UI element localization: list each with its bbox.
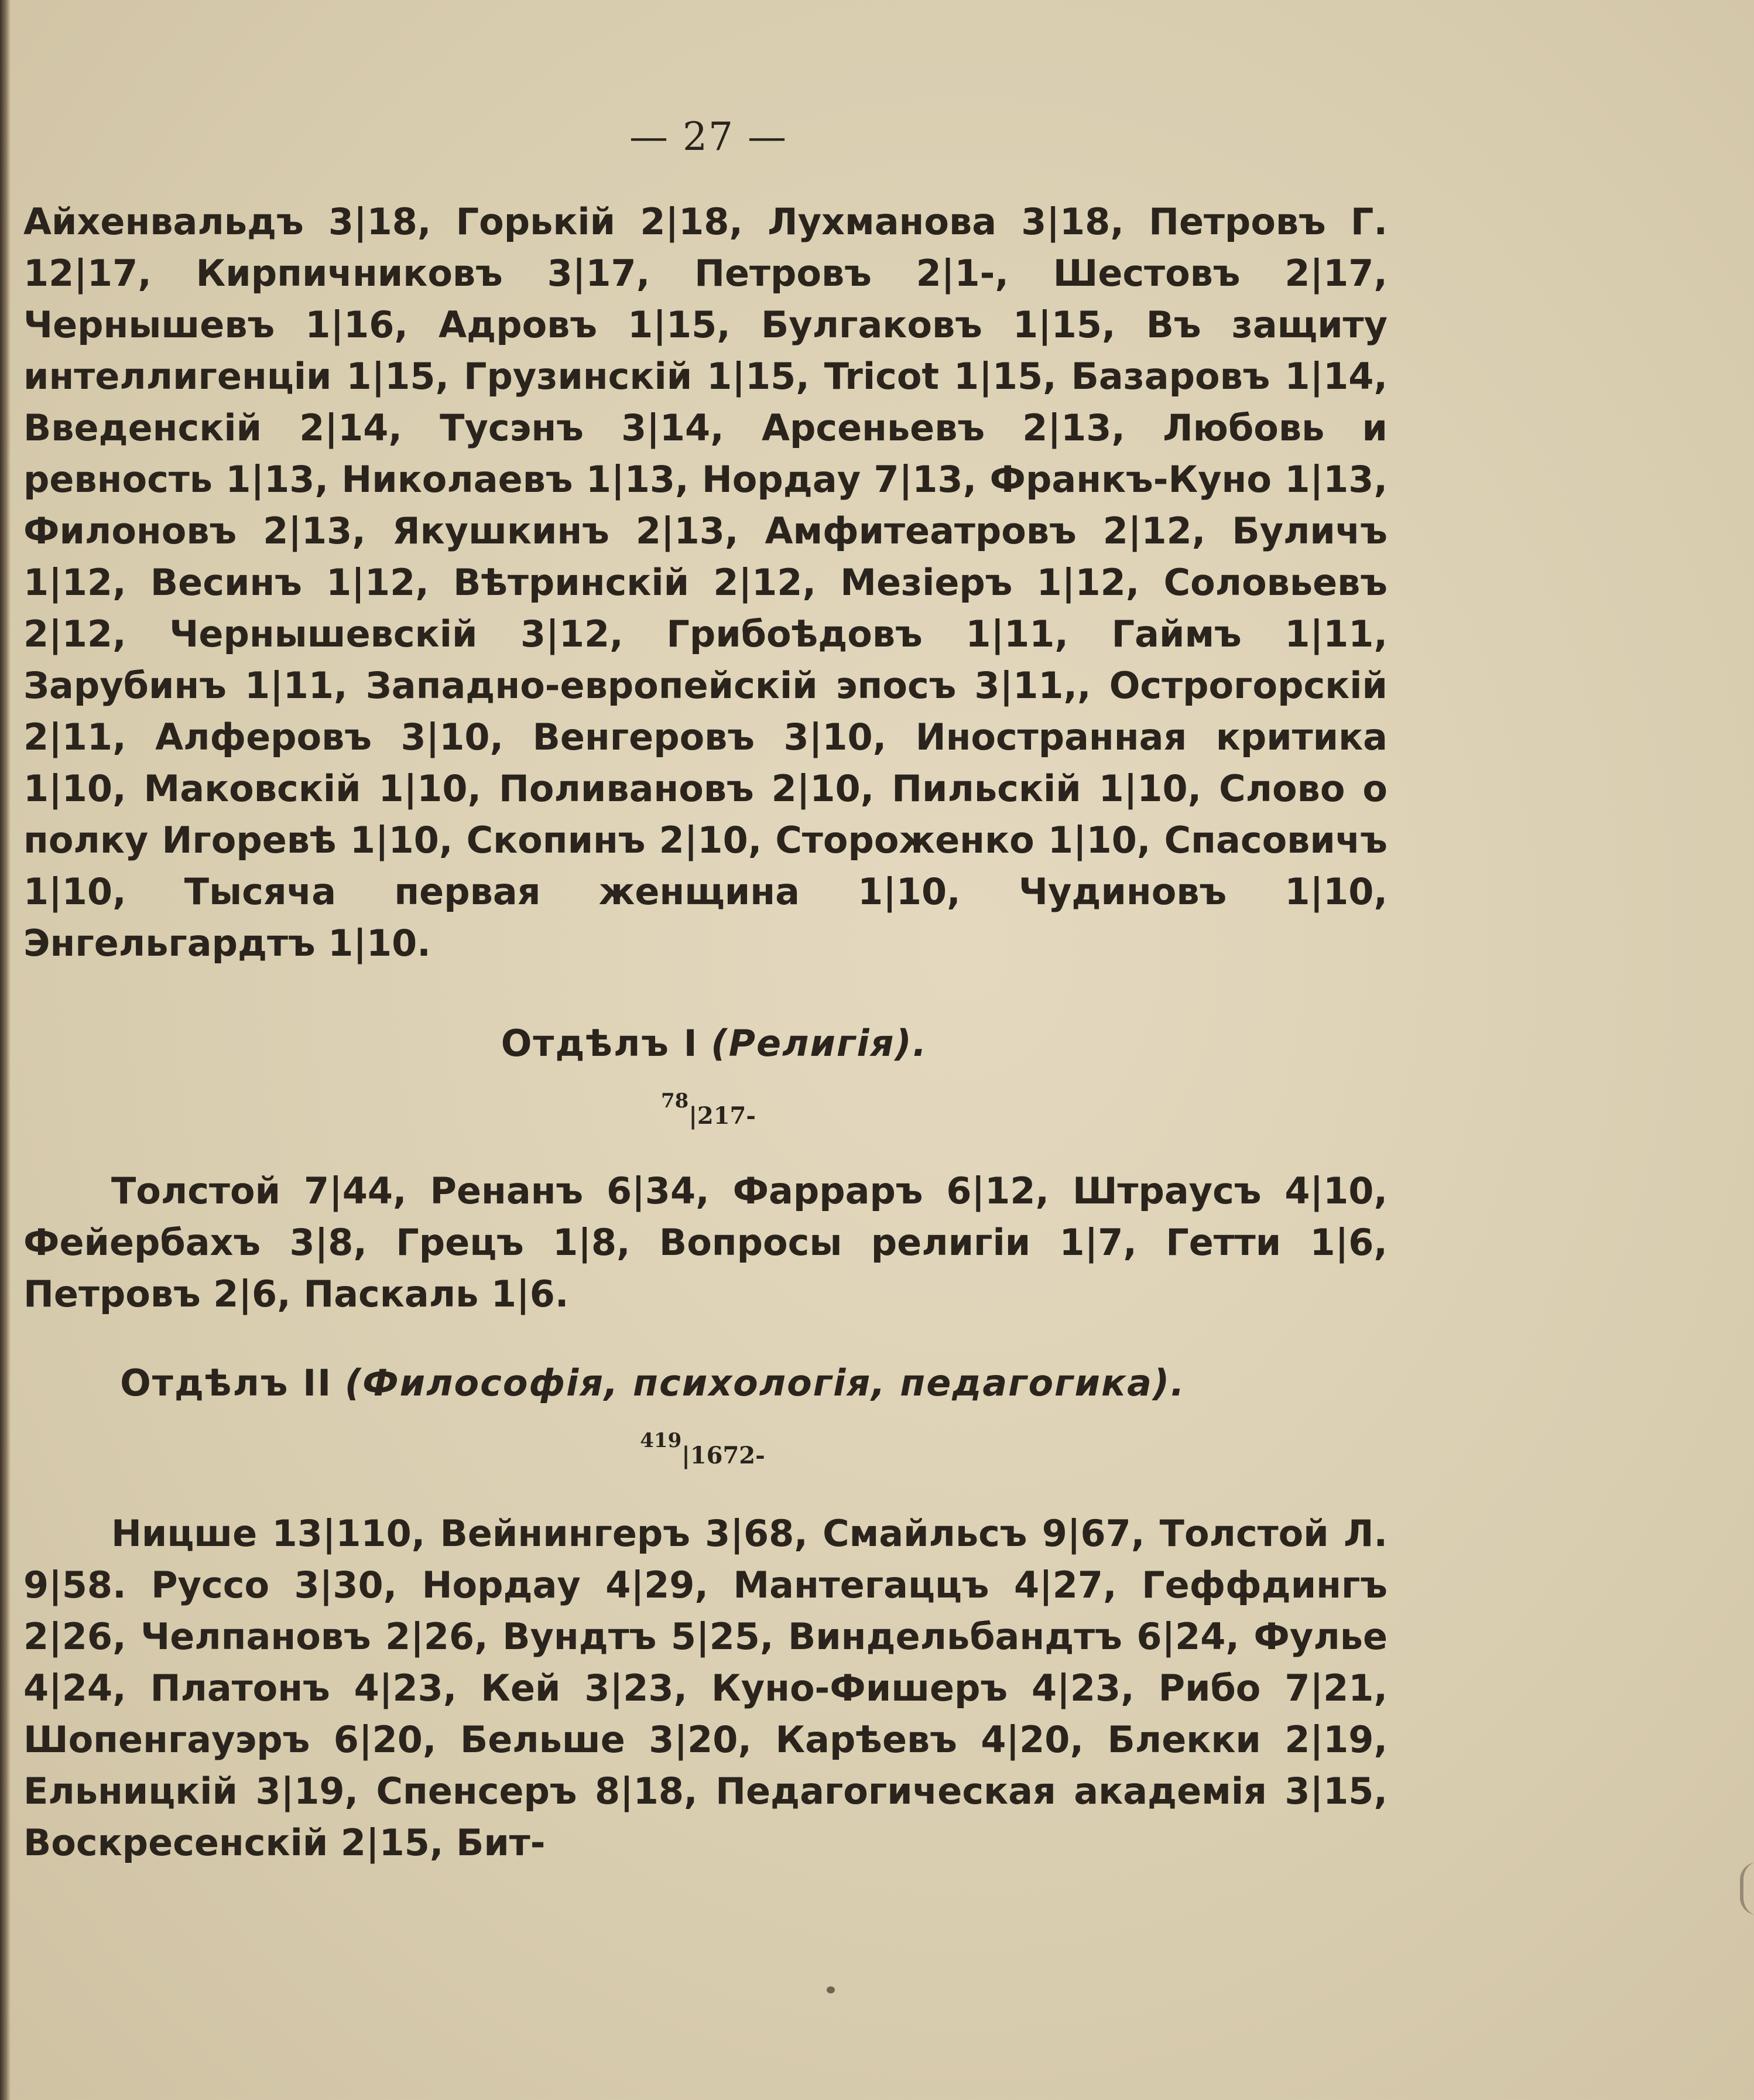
ink-speck — [827, 1986, 835, 1993]
page-edge-shadow — [0, 0, 11, 2100]
count-numerator: 419 — [640, 1429, 682, 1452]
paragraph-authors-continued: Айхенвальдъ 3|18, Горькій 2|18, Лухманова 3|18, Петровъ Г. 12|17, Кирпичниковъ 3|17, Петровъ 2|1-, Шестовъ 2|17, Чернышевъ 1|16, Адровъ 1|15, Булгаковъ 1|15, Въ защиту интеллигенціи 1|15, Грузинскій 1|15, Tricot 1|15, Базаровъ 1|14, Введенскій 2|14, Тусэнъ 3|14, Арсеньевъ 2|13, Любовь и ревность 1|13, Николаевъ 1|13, Нордау 7|13, Франкъ-Куно 1|13, Филоновъ 2|13, Якушкинъ 2|13, Амфитеатровъ 2|12, Буличъ 1|12, Весинъ 1|12, Вѣтринскій 2|12, Мезіеръ 1|12, Соловьевъ 2|12, Чернышевскій 3|12, Грибоѣдовъ 1|11, Гаймъ 1|11, Зарубинъ 1|11, Западно-европейскій эпосъ 3|11,, Острогорскій 2|11, Алферовъ 3|10, Венгеровъ 3|10, Иностранная критика 1|10, Маковскій 1|10, Поливановъ 2|10, Пильскій 1|10, Слово о полку Игоревѣ 1|10, Скопинъ 2|10, Стороженко 1|10, Спасовичъ 1|10, Тысяча первая женщина 1|10, Чудиновъ 1|10, Энгельгардтъ 1|10. — [23, 200, 1388, 965]
page-edge-mark — [1740, 1862, 1754, 1915]
page-number: — 27 — — [629, 114, 787, 159]
count-denominator: |217- — [688, 1102, 756, 1130]
count-numerator: 78 — [661, 1089, 689, 1113]
section-heading-religion — [12, 1022, 1417, 1065]
section-title: Отдѣлъ II — [120, 1362, 333, 1404]
section-subtitle: (Философія, психологія, педагогика). — [344, 1362, 1186, 1404]
section-subtitle: (Религія). — [711, 1022, 928, 1065]
paragraph-philosophy: Ницше 13|110, Вейнингеръ 3|68, Смайльсъ 9|67, Толстой Л. 9|58. Руссо 3|30, Нордау 4|29, Мантегаццъ 4|27, Геффдингъ 2|26, Челпановъ 2|26, Вундтъ 5|25, Виндельбандтъ 6|24, Фулье 4|24, Платонъ 4|23, Кей 3|23, Куно-Фишеръ 4|23, Рибо 7|21, Шопенгауэръ 6|20, Бельше 3|20, Карѣевъ 4|20, Блекки 2|19, Ельницкій 3|19, Спенсеръ 8|18, Педагогическая академія 3|15, Воскресенскій 2|15, Бит- — [23, 1512, 1388, 1864]
section-count-philosophy — [0, 1429, 1405, 1470]
count-denominator: |1672- — [681, 1442, 765, 1470]
paragraph-religion: Толстой 7|44, Ренанъ 6|34, Фарраръ 6|12, Штраусъ 4|10, Фейербахъ 3|8, Грецъ 1|8, Вопросы религіи 1|7, Гетти 1|6, Петровъ 2|6, Паскаль 1|6. — [23, 1169, 1388, 1315]
section-title: Отдѣлъ I — [501, 1022, 698, 1065]
section-count-religion — [6, 1089, 1411, 1130]
section-heading-philosophy — [0, 1362, 1306, 1404]
